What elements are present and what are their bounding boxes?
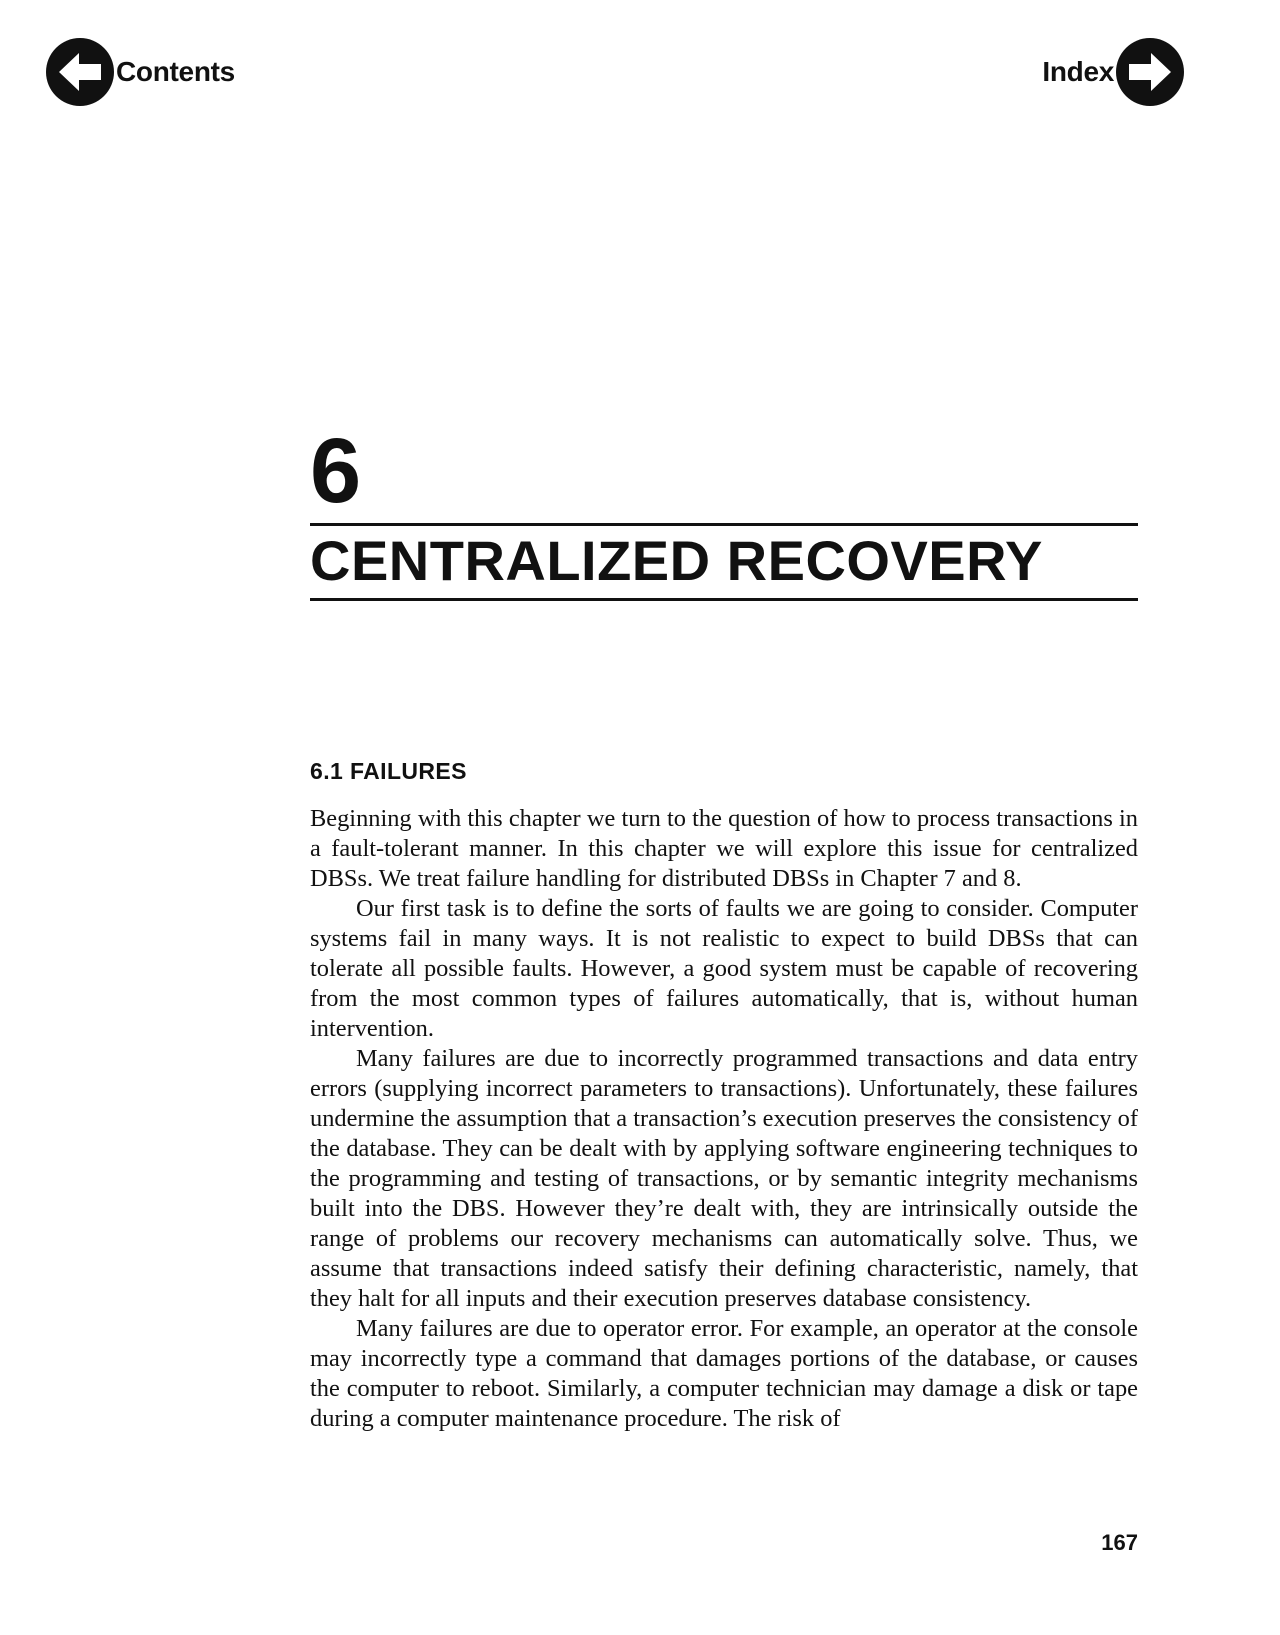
contents-link[interactable] [46,38,235,106]
chapter-title: CENTRALIZED RECOVERY [310,529,1043,592]
paragraph: Our first task is to define the sorts of faults we are going to consider. Computer systems fail in many ways. It is not realistic to expect to build DBSs that can tolerate all possible faults. However, a good system must be capable of recovering from the most common types of failures automatically, that is, without human intervention. [310,895,1138,1042]
paragraph: Many failures are due to incorrectly programmed transactions and data entry errors (supplying incorrect parameters to transactions). Unfortunately, these failures undermine the assumption that a transaction’s execution preserves the consistency of the database. They can be dealt with by applying software engineering techniques to the programming and testing of transactions, or by semantic integrity mechanisms built into the DBS. However they’re dealt with, they are intrinsically outside the range of problems our recovery mechanisms can automatically solve. Thus, we assume that transactions indeed satisfy their defining characteristic, namely, that they halt for all inputs and their execution preserves database consistency. [310,1045,1138,1312]
chapter-header [310,420,1138,601]
index-link[interactable] [1042,38,1184,106]
page-number: 167 [1101,1530,1138,1555]
arrow-right-icon [1116,38,1184,106]
section-heading: 6.1 FAILURES [310,758,467,784]
paragraph: Beginning with this chapter we turn to the question of how to process transactions in a fault-tolerant manner. In this chapter we will explore this issue for centralized DBSs. We treat failure handling for distributed DBSs in Chapter 7 and 8. [310,805,1138,892]
chapter-bottom-rule [310,598,1138,601]
contents-label: Contents [116,56,235,87]
arrow-left-icon [46,38,114,106]
paragraph: Many failures are due to operator error. For example, an operator at the console may incorrectly type a command that damages portions of the database, or causes the computer to reboot. Similarly, a computer technician may damage a disk or tape during a computer maintenance procedure. The risk of [310,1315,1138,1432]
index-label: Index [1042,56,1114,87]
chapter-number: 6 [310,420,360,522]
section-body [310,804,1138,1434]
